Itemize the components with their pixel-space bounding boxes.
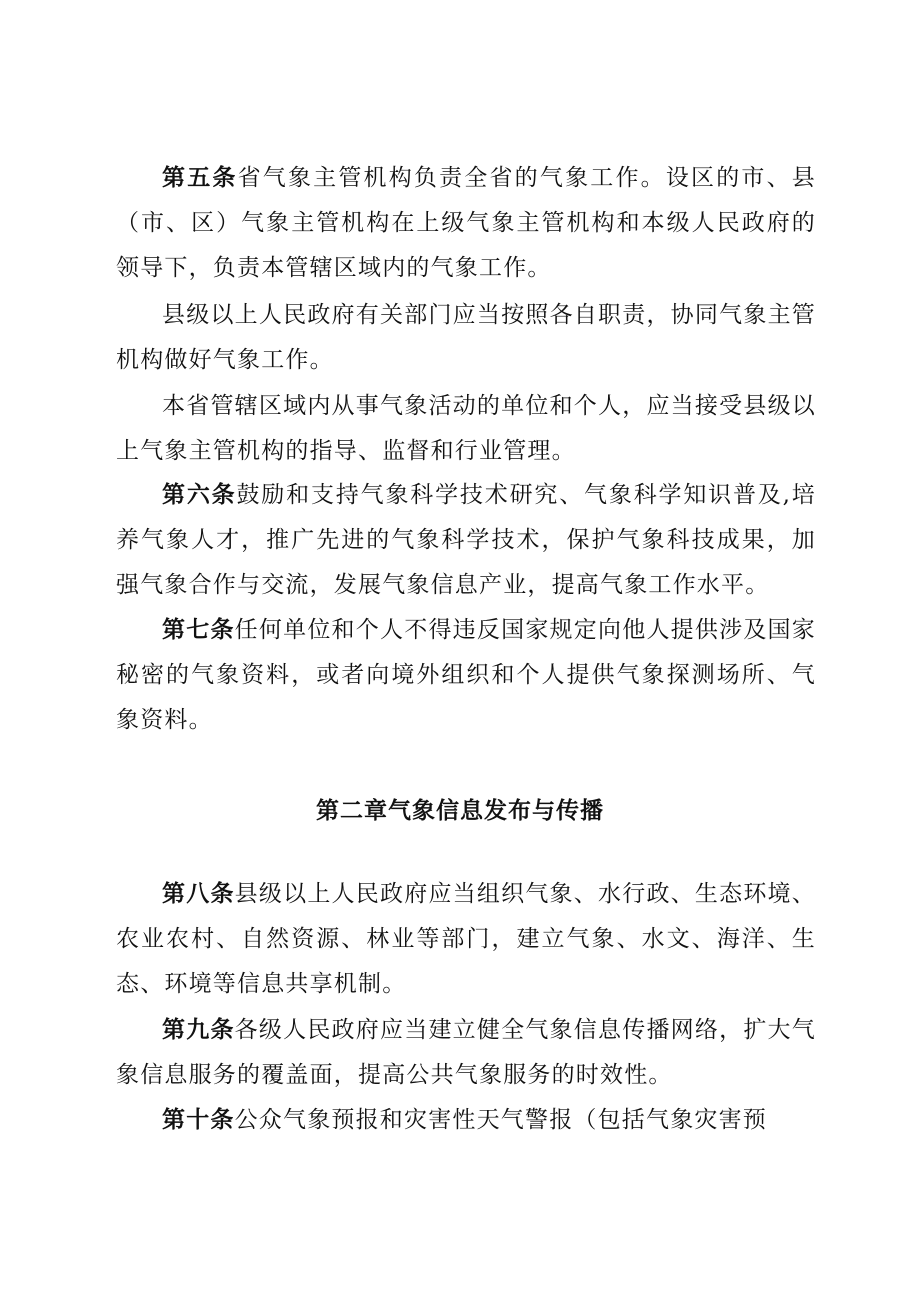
- article-5-paragraph: [116, 156, 816, 291]
- article-label: 第七条: [162, 617, 235, 643]
- article-label: 第六条: [162, 482, 237, 508]
- article-label: 第九条: [162, 1017, 235, 1043]
- article-label: 第八条: [162, 881, 235, 907]
- article-9-paragraph: [116, 1008, 816, 1098]
- article-5-paragraph-3: [116, 384, 816, 474]
- article-text: 各级人民政府应当建立健全气象信息传播网络，扩大气象信息服务的覆盖面，提高公共气象服务的时效性。: [116, 1017, 816, 1088]
- article-text: 公众气象预报和灾害性天气警报（包括气象灾害预: [234, 1107, 768, 1133]
- article-10-paragraph: [116, 1098, 816, 1143]
- article-8-paragraph: [116, 872, 816, 1007]
- article-label: 第五条: [162, 165, 238, 191]
- article-text: 县级以上人民政府应当组织气象、水行政、生态环境、农业农村、自然资源、林业等部门，建立气象、水文、海洋、生态、环境等信息共享机制。: [116, 881, 816, 997]
- article-6-paragraph: [116, 473, 816, 608]
- article-text: 任何单位和个人不得违反国家规定向他人提供涉及国家秘密的气象资料，或者向境外组织和个人提供气象探测场所、气象资料。: [116, 617, 816, 733]
- paragraph-text: 本省管辖区域内从事气象活动的单位和个人，应当接受县级以上气象主管机构的指导、监督和行业管理。: [116, 393, 816, 464]
- paragraph-text: 县级以上人民政府有关部门应当按照各自职责，协同气象主管机构做好气象工作。: [116, 302, 816, 373]
- article-7-paragraph: [116, 608, 816, 743]
- article-label: 第十条: [162, 1107, 235, 1133]
- chapter-heading: 第二章气象信息发布与传播: [316, 798, 604, 824]
- article-5-paragraph-2: [116, 293, 816, 383]
- article-text: 鼓励和支持气象科学技术研究、气象科学知识普及,培养气象人才，推广先进的气象科学技术，保护气象科技成果，加强气象合作与交流，发展气象信息产业，提高气象工作水平。: [116, 482, 816, 598]
- article-text: 省气象主管机构负责全省的气象工作。设区的市、县（市、区）气象主管机构在上级气象主管机构和本级人民政府的领导下，负责本管辖区域内的气象工作。: [116, 165, 816, 281]
